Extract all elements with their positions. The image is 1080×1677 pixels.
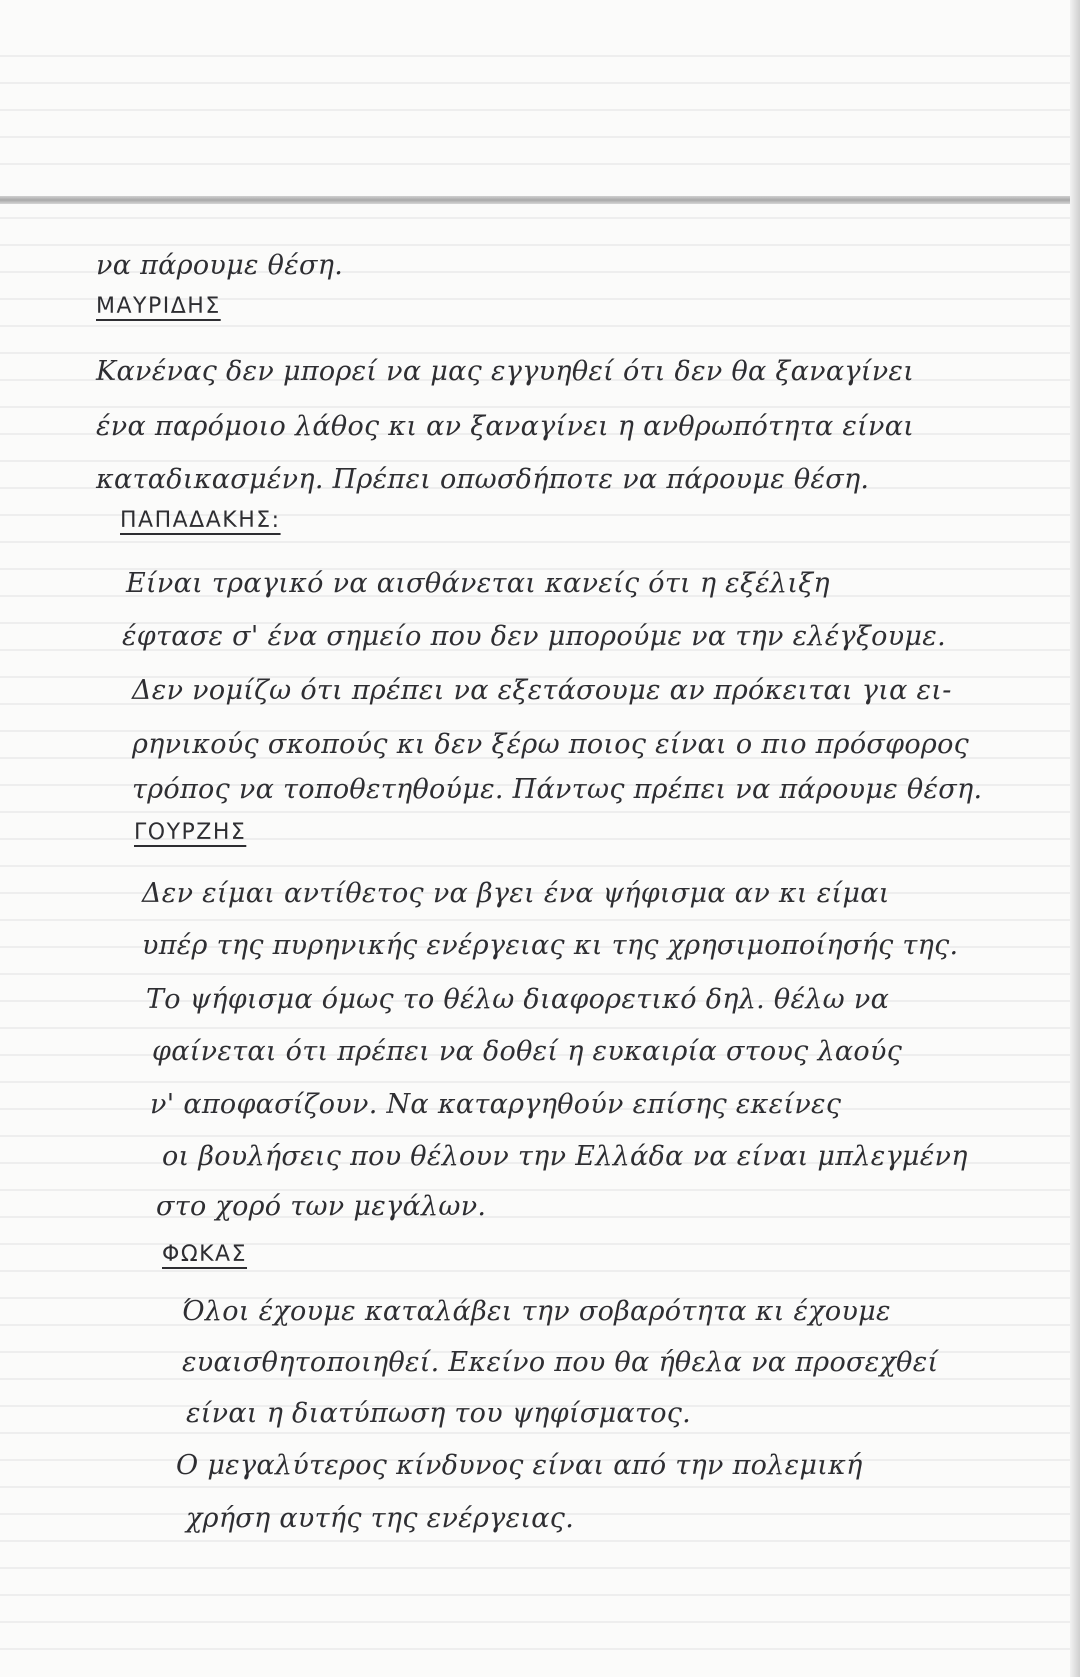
handwritten-line: Κανένας δεν μπορεί να μας εγγυηθεί ότι δεν θα ξαναγίνει bbox=[96, 356, 915, 387]
header-rule bbox=[0, 196, 1072, 204]
handwritten-line: οι βουλήσεις που θέλουν την Ελλάδα να είναι μπλεγμένη bbox=[162, 1141, 968, 1172]
speaker-name: ΓΟΥΡΖΗΣ bbox=[134, 820, 247, 845]
handwritten-line: υπέρ της πυρηνικής ενέργειας κι της χρησιμοποίησής της. bbox=[142, 930, 959, 961]
handwritten-line: Το ψήφισμα όμως το θέλω διαφορετικό δηλ. θέλω να bbox=[146, 984, 890, 1015]
handwritten-line: ρηνικούς σκοπούς κι δεν ξέρω ποιος είναι ο πιο πρόσφορος bbox=[132, 729, 970, 760]
handwritten-line: φαίνεται ότι πρέπει να δοθεί η ευκαιρία στους λαούς bbox=[152, 1036, 903, 1067]
handwritten-line: είναι η διατύπωση του ψηφίσματος. bbox=[186, 1398, 692, 1429]
handwritten-line: καταδικασμένη. Πρέπει οπωσδήποτε να πάρουμε θέση. bbox=[96, 464, 870, 495]
handwritten-line: Όλοι έχουμε καταλάβει την σοβαρότητα κι έχουμε bbox=[182, 1296, 891, 1327]
speaker-name: ΜΑΥΡΙΔΗΣ bbox=[96, 294, 221, 319]
handwritten-line: χρήση αυτής της ενέργειας. bbox=[186, 1503, 575, 1534]
speaker-name: ΦΩΚΑΣ bbox=[162, 1242, 248, 1267]
handwritten-line: να πάρουμε θέση. bbox=[96, 250, 344, 281]
handwritten-line: Δεν είμαι αντίθετος να βγει ένα ψήφισμα αν κι είμαι bbox=[142, 878, 890, 909]
handwritten-line: ν' αποφασίζουν. Να καταργηθούν επίσης εκείνες bbox=[150, 1089, 842, 1120]
handwritten-line: τρόπος να τοποθετηθούμε. Πάντως πρέπει να πάρουμε θέση. bbox=[132, 774, 983, 805]
handwritten-line: Δεν νομίζω ότι πρέπει να εξετάσουμε αν πρόκειται για ει- bbox=[132, 675, 952, 706]
handwritten-line: Ο μεγαλύτερος κίνδυνος είναι από την πολεμική bbox=[176, 1450, 863, 1481]
handwritten-line: ευαισθητοποιηθεί. Εκείνο που θα ήθελα να προσεχθεί bbox=[182, 1347, 939, 1378]
handwritten-line: Είναι τραγικό να αισθάνεται κανείς ότι η εξέλιξη bbox=[126, 568, 830, 599]
handwritten-line: ένα παρόμοιο λάθος κι αν ξαναγίνει η ανθρωπότητα είναι bbox=[96, 411, 915, 442]
handwritten-line: στο χορό των μεγάλων. bbox=[156, 1191, 487, 1222]
handwritten-line: έφτασε σ' ένα σημείο που δεν μπορούμε να την ελέγξουμε. bbox=[122, 621, 946, 652]
page-edge bbox=[1070, 0, 1080, 1677]
speaker-name: ΠΑΠΑΔΑΚΗΣ: bbox=[120, 508, 281, 533]
